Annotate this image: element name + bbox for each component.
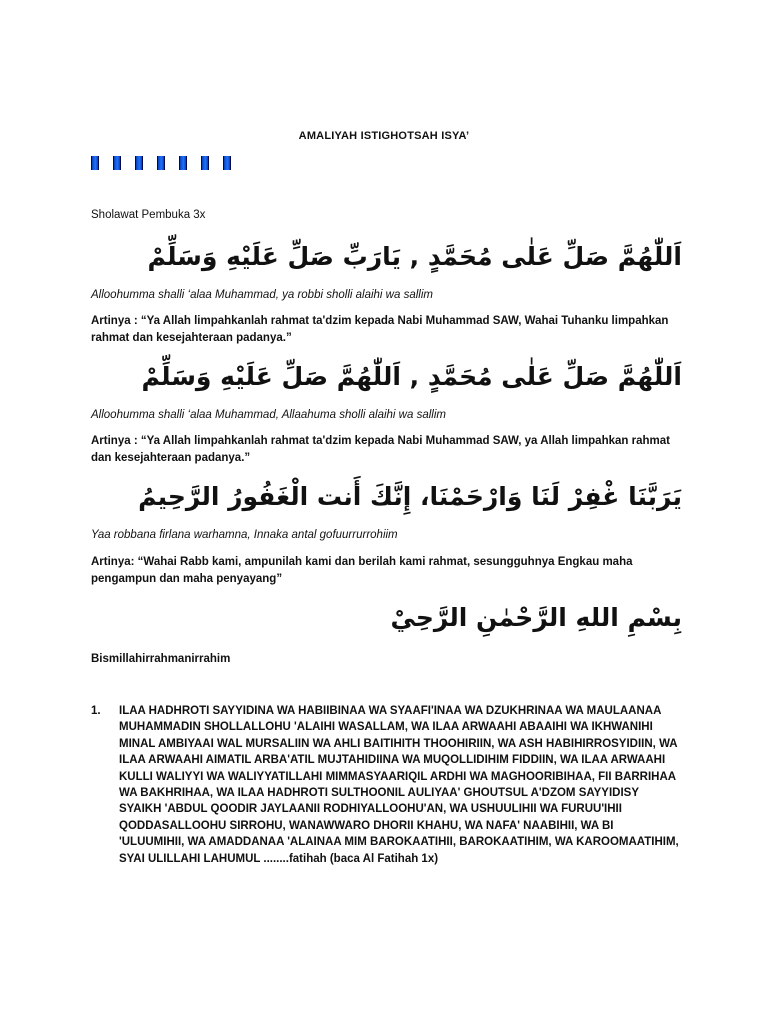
tawassul-list: [91, 703, 681, 867]
document-title: AMALIYAH ISTIGHOTSAH ISYA’: [298, 130, 470, 142]
latin-transliteration-1: Alloohumma shalli ‘alaa Muhammad, ya robbi sholli alaihi wa sallim: [91, 289, 433, 301]
list-item-number: 1.: [91, 705, 101, 717]
bullet-icon: [179, 156, 187, 170]
latin-transliteration-3: Yaa robbana firlana warhamna, Innaka antal gofuurrurrohiim: [91, 529, 398, 541]
bullet-icon: [157, 156, 165, 170]
decorative-bullet-row: [91, 156, 231, 170]
section-heading: Sholawat Pembuka 3x: [91, 209, 206, 221]
arabic-text-3: يَرَبَّنَا غْفِرْ لَنَا وَارْحَمْنَا، إِنَّكَ أَنت الْغَفُورُ الرَّحِيمُ: [138, 482, 682, 511]
basmalah-latin: Bismillahirrahmanirrahim: [91, 653, 231, 665]
basmalah-arabic: بِسْمِ اللهِ الرَّحْمٰنِ الرَّحِيْ: [390, 603, 682, 632]
list-item: [91, 703, 681, 867]
arabic-text-2: اَللّٰهُمَّ صَلِّ عَلٰى مُحَمَّدٍ , اَللّٰهُمَّ صَلِّ عَلَيْهِ وَسَلِّمْ: [141, 362, 682, 391]
bullet-icon: [113, 156, 121, 170]
bullet-icon: [135, 156, 143, 170]
bullet-icon: [91, 156, 99, 170]
translation-2: Artinya : “Ya Allah limpahkanlah rahmat ta'dzim kepada Nabi Muhammad SAW, ya Allah limpahkan rahmat dan kesejahteraan padanya.”: [91, 435, 670, 464]
translation-3: Artinya: “Wahai Rabb kami, ampunilah kami dan berilah kami rahmat, sesungguhnya Engkau maha pengampun dan maha penyayang”: [91, 556, 633, 585]
arabic-text-1: اَللّٰهُمَّ صَلِّ عَلٰى مُحَمَّدٍ , يَارَبِّ صَلِّ عَلَيْهِ وَسَلِّمْ: [147, 242, 682, 271]
bullet-icon: [223, 156, 231, 170]
latin-transliteration-2: Alloohumma shalli ‘alaa Muhammad, Allaahuma sholli alaihi wa sallim: [91, 409, 446, 421]
bullet-icon: [201, 156, 209, 170]
translation-1: Artinya : “Ya Allah limpahkanlah rahmat ta'dzim kepada Nabi Muhammad SAW, Wahai Tuhanku limpahkan rahmat dan kesejahteraan padanya.”: [91, 315, 669, 344]
list-item-text: ILAA HADHROTI SAYYIDINA WA HABIIBINAA WA SYAAFI'INAA WA DZUKHRINAA WA MAULAANAA MUHAMMADIN SHOLLALLOHU 'ALAIHI WASALLAM, WA ILAA ARWAAHI ABAAIHI WA IKHWANIHI MINAL AMBIYAAI WAL MURSALIIN WA AHLI BAITIHITH THOOHIRIIN, WA ASH HABIHIRROSYIDIIN, WA ILAA ARWAAHI AIMATIL ARBA'ATIL MUJTAHIDIINA WA MUQOLLIDIHIM FIDDIIN, WA ILAA ARWAAHI KULLI WALIYYI WA WALIYYATILLAHI MIMMASYAARIQIL ARDHI WA MAGHOORIBIHAA, FII BARRIHAA WA BAKHRIHAA, WA ILAA HADHROTI SULTHOONIL AULIYAA' GHOUTSUL A'DZOM SAYYIDISY SYAIKH 'ABDUL QOODIR JAYLAANII RODHIYALLOOHU'AN, WA USHUULIHII WA FURUU'IHII QODDASALLOOHU SIRROHU, WANAWWARO DHORII KHAHU, WA NAFA' NAABIHII, WA BI 'ULUUMIHII, WA AMADDANAA 'ALAINAA MIM BAROKAATIHII, BAROKAATIHIM, WA KAROOMAATIHIM, SYAI ULILLAHI LAHUMUL ........fatihah (baca Al Fatihah 1x): [119, 705, 679, 865]
